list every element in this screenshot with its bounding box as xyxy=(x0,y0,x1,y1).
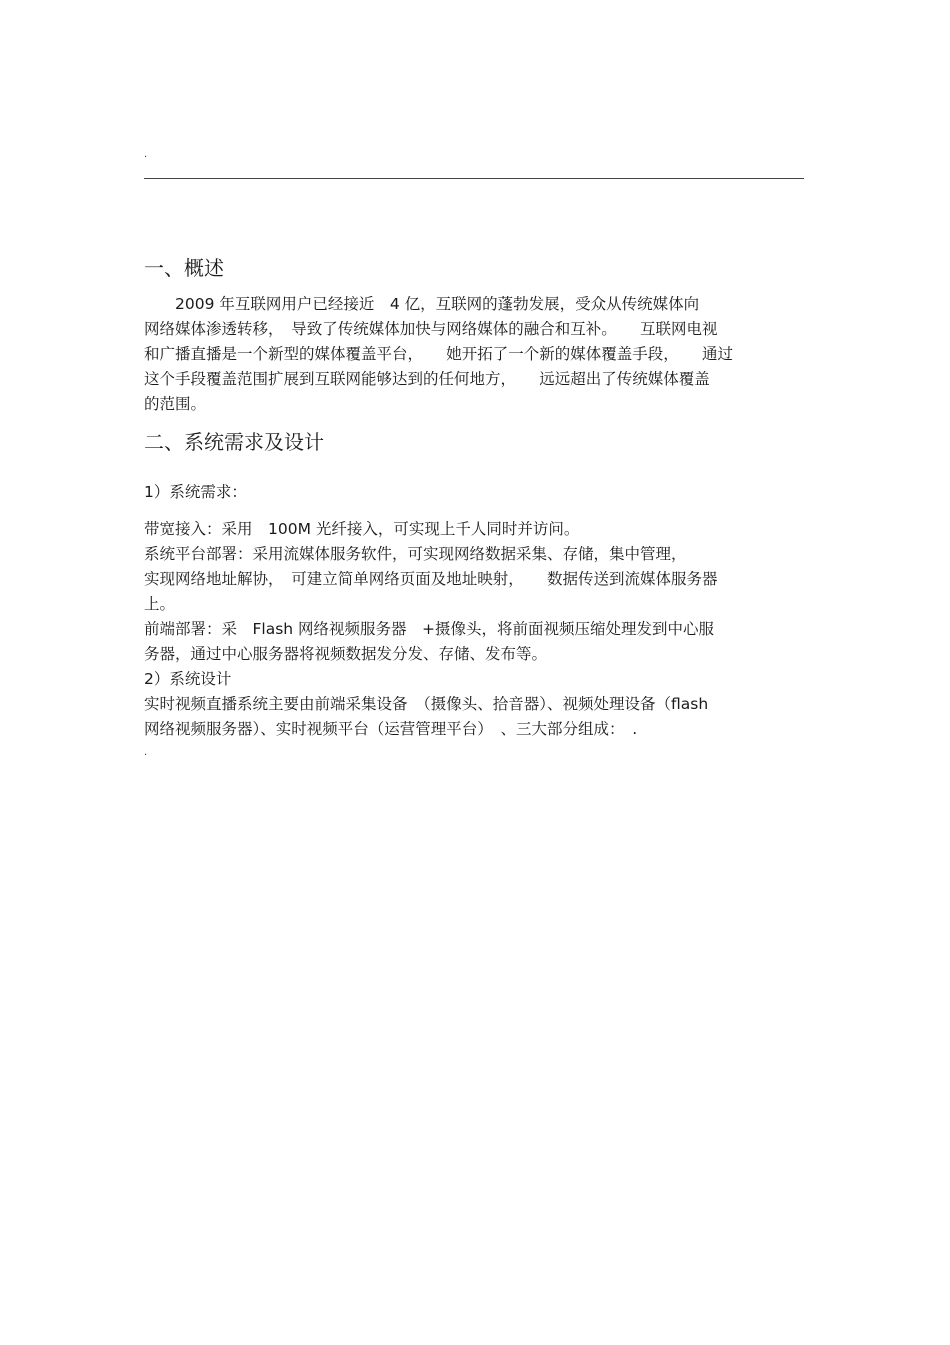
paragraph-line: 上。 xyxy=(144,595,176,613)
paragraph-line: 系统平台部署：采用流媒体服务软件，可实现网络数据采集、存储，集中管理， xyxy=(144,545,687,563)
paragraph-line: 前端部署：采 Flash 网络视频服务器 +摄像头，将前面视频压缩处理发到中心服 xyxy=(144,620,715,638)
paragraph-line: 实时视频直播系统主要由前端采集设备 （摄像头、拾音器）、视频处理设备（flash xyxy=(144,695,709,713)
paragraph-line: 实现网络地址解协， 可建立简单网络页面及地址映射， 数据传送到流媒体服务器 xyxy=(144,570,718,588)
section-heading-requirements: 二、系统需求及设计 xyxy=(144,430,324,454)
paragraph-line: 网络媒体渗透转移， 导致了传统媒体加快与网络媒体的融合和互补。 互联网电视 xyxy=(144,320,718,338)
section-heading-overview: 一、概述 xyxy=(144,256,224,280)
paragraph-line: 的范围。 xyxy=(144,395,207,413)
header-rule xyxy=(144,178,804,179)
footer-marker: . xyxy=(144,747,148,758)
paragraph-line: 这个手段覆盖范围扩展到互联网能够达到的任何地方， 远远超出了传统媒体覆盖 xyxy=(144,370,710,388)
paragraph-line: 带宽接入：采用 100M 光纤接入，可实现上千人同时并访问。 xyxy=(144,520,580,538)
paragraph-line: 网络视频服务器）、实时视频平台（运营管理平台） 、三大部分组成： . xyxy=(144,720,638,738)
paragraph-line: 2009 年互联网用户已经接近 4 亿，互联网的蓬勃发展，受众从传统媒体向 xyxy=(144,295,700,313)
subheading-requirements: 1）系统需求： xyxy=(144,483,247,501)
subheading-design: 2）系统设计 xyxy=(144,670,232,688)
paragraph-line: 务器，通过中心服务器将视频数据发分发、存储、发布等。 xyxy=(144,645,548,663)
header-marker: . xyxy=(144,149,148,160)
paragraph-line: 和广播直播是一个新型的媒体覆盖平台， 她开拓了一个新的媒体覆盖手段， 通过 xyxy=(144,345,734,363)
